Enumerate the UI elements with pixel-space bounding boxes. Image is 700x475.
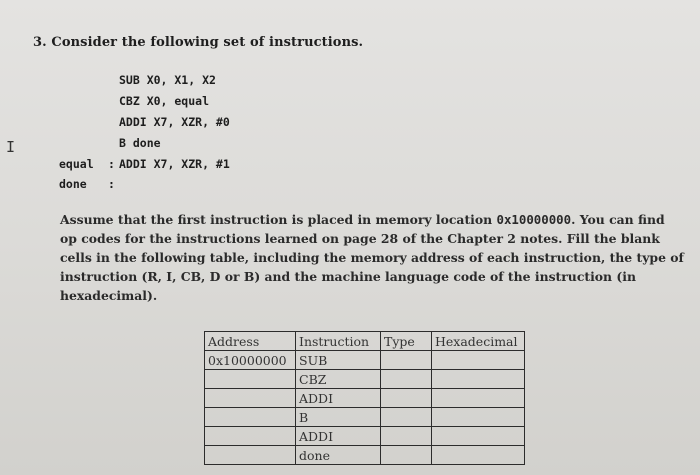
instructions-paragraph xyxy=(60,210,685,305)
address-cell[interactable] xyxy=(205,408,296,427)
question-title: 3. Consider the following set of instructions. xyxy=(33,35,364,50)
header-instruction: Instruction xyxy=(296,332,381,351)
hex-cell[interactable] xyxy=(432,408,525,427)
instruction-cell: CBZ xyxy=(296,370,381,389)
type-cell[interactable] xyxy=(381,389,432,408)
start-address: 0x10000000 xyxy=(496,212,572,227)
type-cell[interactable] xyxy=(381,427,432,446)
table-row xyxy=(205,351,525,370)
address-cell[interactable]: 0x10000000 xyxy=(205,351,296,370)
type-cell[interactable] xyxy=(381,408,432,427)
table-row xyxy=(205,408,525,427)
address-cell[interactable] xyxy=(205,370,296,389)
hex-cell[interactable] xyxy=(432,389,525,408)
hex-cell[interactable] xyxy=(432,427,525,446)
code-label: done xyxy=(59,177,87,191)
code-label: equal xyxy=(59,157,94,171)
instruction-table xyxy=(204,331,525,465)
hex-cell[interactable] xyxy=(432,370,525,389)
table-row xyxy=(205,389,525,408)
type-cell[interactable] xyxy=(381,351,432,370)
instruction-cell: done xyxy=(296,446,381,465)
address-cell[interactable] xyxy=(205,427,296,446)
instruction-cell: SUB xyxy=(296,351,381,370)
paragraph-text: . You can find op codes for the instructions learned on page 28 of the Chapter 2 notes. Fill the blank cells in the following table, including the memory address of each instruction, the type of instruction (R, I, CB, D or B) and the machine language code of the instruction (in hexadecimal). xyxy=(60,212,684,303)
text-cursor-icon: I xyxy=(6,138,16,156)
address-cell[interactable] xyxy=(205,446,296,465)
hex-cell[interactable] xyxy=(432,351,525,370)
code-label-colon: : xyxy=(108,177,115,191)
code-line-text: ADDI X7, XZR, #1 xyxy=(119,157,230,171)
code-label-colon: : xyxy=(108,157,115,171)
table-row xyxy=(205,446,525,465)
header-address: Address xyxy=(205,332,296,351)
code-line-text: ADDI X7, XZR, #0 xyxy=(119,115,230,129)
instruction-cell: B xyxy=(296,408,381,427)
header-type: Type xyxy=(381,332,432,351)
address-cell[interactable] xyxy=(205,389,296,408)
instruction-cell: ADDI xyxy=(296,427,381,446)
type-cell[interactable] xyxy=(381,370,432,389)
instruction-cell: ADDI xyxy=(296,389,381,408)
code-line-text: CBZ X0, equal xyxy=(119,94,210,108)
hex-cell[interactable] xyxy=(432,446,525,465)
type-cell[interactable] xyxy=(381,446,432,465)
table-row xyxy=(205,370,525,389)
header-hexadecimal: Hexadecimal xyxy=(432,332,525,351)
paragraph-text: Assume that the first instruction is placed in memory location xyxy=(60,212,497,227)
table-header-row xyxy=(205,332,525,351)
code-line-text: SUB X0, X1, X2 xyxy=(119,73,216,87)
code-line-text: B done xyxy=(119,136,161,150)
table-row xyxy=(205,427,525,446)
